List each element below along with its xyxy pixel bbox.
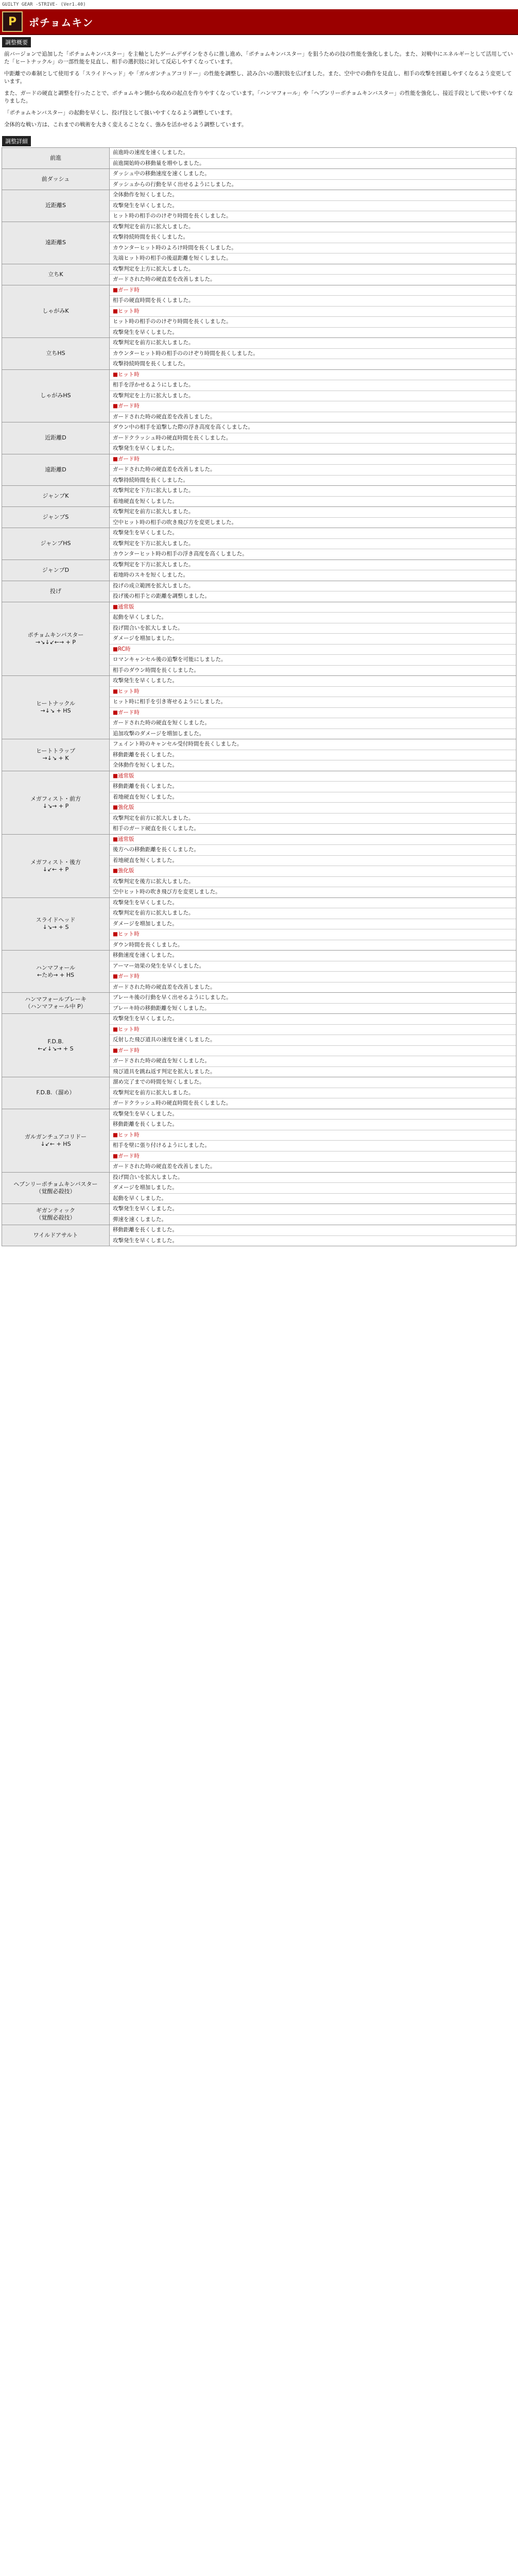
table-row — [2, 190, 516, 222]
move-changes — [110, 454, 516, 486]
change-heading: ■ガード時 — [110, 401, 516, 412]
change-line: ヒット時の相手ののけぞり時間を長くしました。 — [113, 213, 232, 219]
change-line: 相手の硬直時間を長くしました。 — [110, 296, 516, 307]
change-line: 移動距離を長くしました。 — [110, 782, 516, 792]
overview-paragraph: 中距離での牽制として使用する「スライドヘッド」や「ガルガンチュアコリドー」の性能を調整し、読み合いの選択肢を広げました。また、空中での動作を見直し、相手の攻撃を回避しやすくなるよう変更しています。 — [4, 71, 512, 84]
change-line: 攻撃判定を前方に拡大しました。 — [110, 507, 516, 518]
change-line: カウンターヒット時の相手ののけぞり時間を長くしました。 — [110, 349, 516, 360]
change-line: 起動を早くしました。 — [113, 1195, 167, 1201]
move-changes — [110, 338, 516, 370]
change-line: フェイント時のキャンセル受付時間を長くしました。 — [110, 739, 516, 750]
character-portrait-icon — [2, 11, 23, 32]
change-line: 攻撃発生を早くしました。 — [113, 445, 178, 451]
move-changes — [110, 422, 516, 454]
change-line: 全体動作を短くしました。 — [110, 190, 516, 201]
table-row — [2, 739, 516, 771]
move-name: 投げ — [2, 581, 110, 602]
change-line: 相手のガード硬直を長くしました。 — [113, 825, 199, 832]
move-changes — [110, 993, 516, 1014]
change-line: 起動を早くしました。 — [110, 613, 516, 623]
move-changes — [110, 1204, 516, 1225]
change-line: ヒット時に相手を引き寄せるようにしました。 — [110, 697, 516, 708]
move-changes — [110, 148, 516, 169]
change-line: アーマー効果の発生を早くしました。 — [110, 961, 516, 972]
change-line: 移動距離を長くしました。 — [110, 750, 516, 761]
change-line: 攻撃発生を早くしました。 — [110, 1014, 516, 1025]
move-name: ヘブンリーポチョムキンバスター （覚醒必殺技） — [2, 1172, 110, 1204]
move-name: ジャンプHS — [2, 528, 110, 560]
change-line: 後方への移動距離を長くしました。 — [110, 845, 516, 856]
change-line: 攻撃判定を上方に拡大しました。 — [110, 264, 516, 275]
adjustment-table — [2, 147, 516, 1246]
change-line: 全体動作を短くしました。 — [113, 762, 178, 768]
change-line: 攻撃判定を下方に拡大しました。 — [110, 486, 516, 497]
change-line: ブレーキ時の移動距離を短くしました。 — [113, 1005, 210, 1011]
change-line: カウンターヒット時の相手の浮き高度を高くしました。 — [113, 551, 248, 557]
change-heading: ■ヒット時 — [110, 307, 516, 317]
change-heading: ■通常版 — [110, 771, 516, 782]
details-section — [0, 134, 518, 1246]
change-line: 攻撃判定を前方に拡大しました。 — [110, 908, 516, 919]
move-name: ワイルドアサルト — [2, 1225, 110, 1246]
move-name: ヒートナックル →↓↘ + HS — [2, 676, 110, 739]
move-changes — [110, 190, 516, 222]
change-line: ガードされた時の硬直差を改善しました。 — [113, 276, 216, 282]
change-heading: ■強化版 — [110, 803, 516, 814]
table-row — [2, 264, 516, 285]
portrait-glyph: P — [8, 15, 17, 28]
table-row — [2, 507, 516, 528]
change-heading: ■通常版 — [110, 602, 516, 613]
move-changes — [110, 1225, 516, 1246]
change-line: 攻撃発生を早くしました。 — [110, 528, 516, 539]
move-changes — [110, 581, 516, 602]
move-changes — [110, 1077, 516, 1109]
overview-label: 調整概要 — [2, 37, 31, 47]
change-line: ダッシュ中の移動速度を速くしました。 — [110, 169, 516, 180]
table-row — [2, 486, 516, 507]
change-line: 反射した飛び道具の速度を速くしました。 — [110, 1035, 516, 1046]
table-row — [2, 148, 516, 169]
move-name: メガフィスト・前方 ↓↘→ + P — [2, 771, 110, 834]
move-changes — [110, 602, 516, 676]
move-name: F.D.B.（溜め） — [2, 1077, 110, 1109]
table-row — [2, 1172, 516, 1204]
table-row — [2, 1109, 516, 1172]
change-line: ガードされた時の硬直を短くしました。 — [110, 1056, 516, 1067]
change-line: 攻撃発生を早くしました。 — [110, 1109, 516, 1120]
move-name: ギガンティック （覚醒必殺技） — [2, 1204, 110, 1225]
move-name: ジャンプK — [2, 486, 110, 507]
change-heading: ■ヒット時 — [110, 1130, 516, 1141]
change-line: 攻撃発生を早くしました。 — [113, 329, 178, 335]
move-changes — [110, 1172, 516, 1204]
move-changes — [110, 528, 516, 560]
change-heading: ■ガード時 — [110, 1151, 516, 1162]
table-row — [2, 169, 516, 190]
move-changes — [110, 222, 516, 264]
change-line: 攻撃判定を前方に拡大しました。 — [110, 1088, 516, 1099]
table-row — [2, 1204, 516, 1225]
overview-paragraph: 全体的な戦い方は、これまでの戦術を大きく変えることなく、強みを活かせるよう調整しています。 — [4, 122, 247, 128]
change-line: 追加攻撃のダメージを増加しました。 — [113, 730, 205, 737]
table-row — [2, 560, 516, 581]
table-row — [2, 1225, 516, 1246]
table-row — [2, 422, 516, 454]
move-changes — [110, 264, 516, 285]
change-line: 攻撃判定を前方に拡大しました。 — [110, 814, 516, 824]
change-line: ダメージを増加しました。 — [110, 634, 516, 645]
change-line: ダメージを増加しました。 — [110, 919, 516, 930]
table-row — [2, 993, 516, 1014]
change-line: ヒット時の相手ののけぞり時間を長くしました。 — [110, 317, 516, 328]
change-line: 移動距離を長くしました。 — [110, 1120, 516, 1130]
change-line: 攻撃判定を下方に拡大しました。 — [110, 560, 516, 571]
change-line: ガードされた時の硬直差を改善しました。 — [110, 465, 516, 476]
change-line: 飛び道具を跳ね返す判定を拡大しました。 — [113, 1068, 216, 1075]
change-line: 攻撃判定を前方に拡大しました。 — [110, 338, 516, 349]
character-name: ポチョムキン — [29, 16, 94, 29]
move-changes — [110, 1014, 516, 1077]
move-name: ポチョムキンバスター →↘↓↙←→ + P — [2, 602, 110, 676]
change-line: 移動距離を長くしました。 — [110, 1225, 516, 1236]
change-line: 攻撃持続時間を長くしました。 — [113, 477, 188, 483]
move-name: メガフィスト・後方 ↓↙← + P — [2, 834, 110, 897]
change-line: 先端ヒット時の相手の後退距離を短くしました。 — [113, 255, 232, 261]
adjustment-table-body — [2, 148, 516, 1246]
table-row — [2, 951, 516, 993]
change-line: ロマンキャンセル後の追撃を可能にしました。 — [110, 655, 516, 666]
move-name: 立ちK — [2, 264, 110, 285]
table-row — [2, 454, 516, 486]
change-heading: ■RC時 — [110, 645, 516, 655]
change-line: 相手を浮かせるようにしました。 — [110, 380, 516, 391]
table-row — [2, 771, 516, 834]
change-line: 攻撃持続時間を長くしました。 — [113, 361, 188, 367]
change-heading: ■ヒット時 — [110, 370, 516, 381]
overview-paragraph: また、ガードの硬直と調整を行ったことで、ポチョムキン側から攻めの起点を作りやすくなっています。「ハンマフォール」や「ヘブンリーポチョムキンバスター」の性能を強化し、接近手段として使いやすくなりました。 — [4, 90, 513, 104]
table-row — [2, 285, 516, 338]
overview-paragraph: 前バージョンで追加した「ポチョムキンバスター」を主軸としたゲームデザインをさらに推し進め、「ポチョムキンバスター」を狙うための技の性能を強化しました。また、対戦中にエネルギーとして活用していた「ヒートナックル」の一部性能を見直し、相手の選択肢に対して反応しやすくなっています。 — [4, 51, 513, 65]
move-changes — [110, 285, 516, 338]
move-changes — [110, 739, 516, 771]
move-name: 近距離D — [2, 422, 110, 454]
change-line: ガードされた時の硬直を短くしました。 — [110, 718, 516, 729]
game-version-label: GUILTY GEAR -STRIVE- (Ver1.40) — [2, 2, 86, 7]
change-heading: ■ガード時 — [110, 1046, 516, 1057]
change-line: 攻撃判定を下方に拡大しました。 — [110, 539, 516, 550]
move-name: 前ダッシュ — [2, 169, 110, 190]
change-line: 溜め完了までの時間を短くしました。 — [110, 1077, 516, 1088]
move-changes — [110, 369, 516, 422]
change-line: ガードされた時の硬直差を改善しました。 — [113, 1163, 216, 1170]
change-line: ガードされた時の硬直差を改善しました。 — [113, 984, 216, 990]
change-line: 攻撃持続時間を長くしました。 — [110, 232, 516, 243]
move-name: 前進 — [2, 148, 110, 169]
change-line: 攻撃発生を早くしました。 — [113, 1237, 178, 1244]
move-changes — [110, 897, 516, 951]
table-row — [2, 676, 516, 739]
table-row — [2, 338, 516, 370]
move-name: ヒートトラップ →↓↘ + K — [2, 739, 110, 771]
patch-notes-page — [0, 0, 518, 1246]
change-line: 攻撃発生を早くしました。 — [110, 1204, 516, 1215]
change-line: 攻撃発生を早くしました。 — [110, 201, 516, 212]
move-name: ガルガンチュアコリドー ↓↙← + HS — [2, 1109, 110, 1172]
overview-section — [0, 35, 518, 134]
change-line: ダメージを増加しました。 — [110, 1183, 516, 1194]
move-name: スライドヘッド ↓↘→ + S — [2, 897, 110, 951]
change-line: 投げ間合いを拡大しました。 — [110, 623, 516, 634]
change-line: ガードクラッシュ時の硬直時間を長くしました。 — [110, 433, 516, 444]
change-line: ブレーキ後の行動を早く出せるようにしました。 — [110, 993, 516, 1004]
change-line: 空中ヒット時の吹き飛び方を変更しました。 — [113, 889, 221, 895]
table-row — [2, 1014, 516, 1077]
move-changes — [110, 951, 516, 993]
change-line: 着地硬直を短くしました。 — [113, 498, 178, 504]
character-header — [0, 9, 518, 35]
table-row — [2, 1077, 516, 1109]
change-line: 着地硬直を短くしました。 — [110, 856, 516, 867]
move-name: 遠距離S — [2, 222, 110, 264]
change-heading: ■ガード時 — [110, 454, 516, 465]
move-changes — [110, 169, 516, 190]
overview-text — [0, 48, 518, 134]
change-line: 攻撃判定を上方に拡大しました。 — [110, 391, 516, 402]
change-line: 攻撃判定を後方に拡大しました。 — [110, 877, 516, 888]
move-changes — [110, 486, 516, 507]
table-row — [2, 897, 516, 951]
change-line: 移動速度を速くしました。 — [110, 951, 516, 961]
move-changes — [110, 676, 516, 739]
change-line: 攻撃発生を早くしました。 — [110, 898, 516, 909]
move-name: ジャンプS — [2, 507, 110, 528]
change-line: カウンターヒット時のよろけ時間を長くしました。 — [110, 243, 516, 254]
move-name: ジャンプD — [2, 560, 110, 581]
move-changes — [110, 771, 516, 834]
table-row — [2, 369, 516, 422]
table-row — [2, 834, 516, 897]
move-changes — [110, 507, 516, 528]
change-line: 投げ後の相手との距離を調整しました。 — [113, 593, 210, 599]
change-heading: ■ガード時 — [110, 285, 516, 296]
move-name: しゃがみHS — [2, 369, 110, 422]
change-line: ダウン中の相手を追撃した際の浮き高度を高くしました。 — [110, 422, 516, 433]
change-heading: ■通常版 — [110, 835, 516, 845]
move-name: ハンマフォール ←ため→ + HS — [2, 951, 110, 993]
change-line: 相手のダウン時間を長くしました。 — [113, 667, 199, 673]
change-line: ガードクラッシュ時の硬直時間を長くしました。 — [113, 1100, 232, 1106]
change-heading: ■ヒット時 — [110, 929, 516, 940]
move-name: 遠距離D — [2, 454, 110, 486]
table-row — [2, 222, 516, 264]
change-line: 着地時のスキを短くしました。 — [113, 572, 188, 578]
details-label: 調整詳細 — [2, 136, 31, 146]
table-row — [2, 602, 516, 676]
change-line: 攻撃判定を前方に拡大しました。 — [110, 222, 516, 233]
change-line: ダッシュからの行動を早く出せるようにしました。 — [113, 181, 237, 188]
change-heading: ■ガード時 — [110, 972, 516, 982]
move-name: 立ちHS — [2, 338, 110, 370]
change-line: 空中ヒット時の相手の吹き飛び方を変更しました。 — [113, 519, 237, 526]
change-line: 着地硬直を短くしました。 — [110, 792, 516, 803]
change-line: 弾速を速くしました。 — [113, 1216, 167, 1223]
change-heading: ■強化版 — [110, 866, 516, 877]
move-changes — [110, 834, 516, 897]
table-row — [2, 581, 516, 602]
change-line: 前進時の速度を速くしました。 — [110, 148, 516, 159]
change-heading: ■ヒット時 — [110, 687, 516, 698]
change-line: ガードされた時の硬直差を改善しました。 — [113, 413, 216, 420]
change-heading: ■ヒット時 — [110, 1025, 516, 1036]
overview-paragraph: 「ポチョムキンバスター」の起動を早くし、投げ技として扱いやすくなるよう調整しています。 — [4, 110, 236, 116]
change-line: 投げ間合いを拡大しました。 — [110, 1173, 516, 1183]
move-name: 近距離S — [2, 190, 110, 222]
change-heading: ■ガード時 — [110, 708, 516, 719]
move-name: ハンマフォールブレーキ （ハンマフォール中 P） — [2, 993, 110, 1014]
change-line: 攻撃発生を早くしました。 — [110, 676, 516, 687]
move-changes — [110, 560, 516, 581]
move-name: F.D.B. ←↙↓↘→ + S — [2, 1014, 110, 1077]
change-line: 前進開始時の移動量を増やしました。 — [113, 160, 205, 166]
change-line: 投げの成立範囲を拡大しました。 — [110, 581, 516, 592]
move-changes — [110, 1109, 516, 1172]
change-line: ダウン時間を長くしました。 — [113, 941, 183, 948]
change-line: 相手を壁に張り付けるようにしました。 — [110, 1141, 516, 1151]
move-name: しゃがみK — [2, 285, 110, 338]
table-row — [2, 528, 516, 560]
